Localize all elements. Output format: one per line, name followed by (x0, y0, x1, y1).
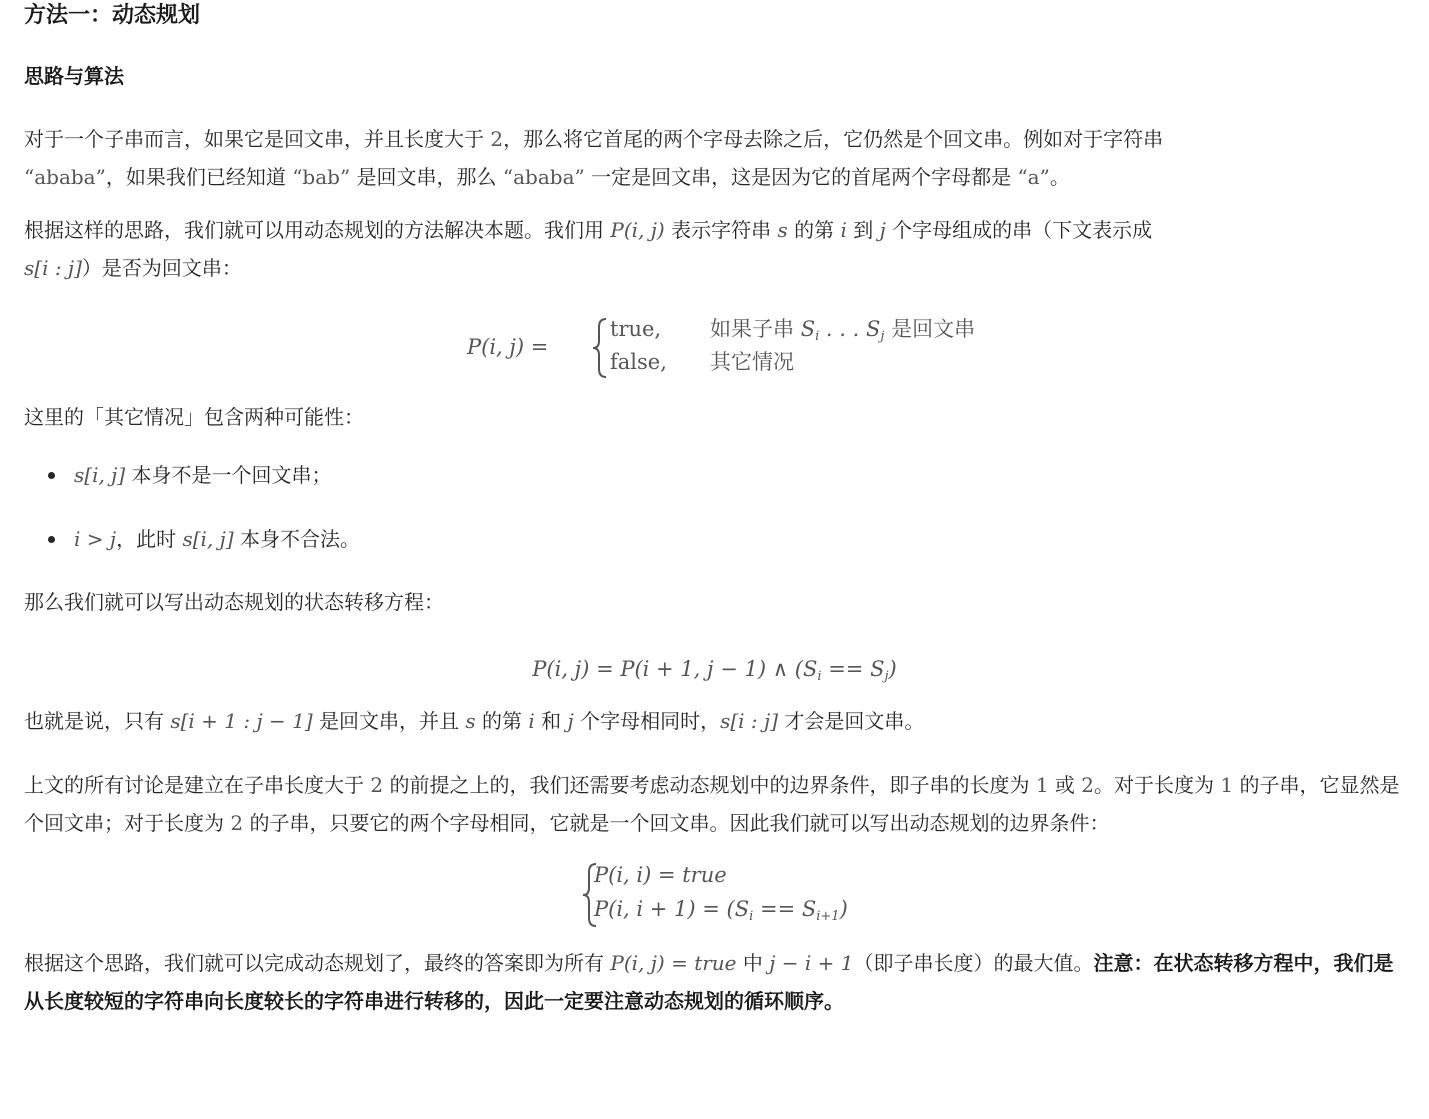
formula-transition: P(i, j) = P(i + 1, j − 1) ∧ $(S_i == S_j)$ (532, 657, 897, 684)
note-bold: 注意：在状态转移方程中，我们是从长度较短的字符串向长度较长的字符串进行转移的，因此一定要注意动态规划的循环顺序。 (24, 951, 1394, 1013)
paragraph-boundary: 上文的所有讨论是建立在子串长度大于 2 的前提之上的，我们还需要考虑动态规划中的边界条件，即子串的长度为 1 或 2。对于长度为 1 的子串，它显然是个回文串；对于长度为 2 的子串，只要它的两个字母相同，它就是一个回文串。因此我们就可以写出动态规划的边界条件： (24, 773, 1400, 835)
page-title: 方法一：动态规划 (24, 3, 201, 28)
section-heading: 思路与算法 (24, 64, 124, 88)
formula-lhs: P(i, j) = (467, 335, 549, 359)
left-brace-icon (589, 317, 609, 379)
case-true-value: true, (610, 317, 662, 341)
case-false-value: false, (610, 350, 667, 374)
list-item: i > j，此时 s[i, j] 本身不合法。 (24, 521, 1405, 557)
paragraph-conclusion: 根据这个思路，我们就可以完成动态规划了，最终的答案即为所有 P(i, j) = true 中 j − i + 1（即子串长度）的最大值。注意：在状态转移方程中，我们是从长度较短的字符串向长度较长的字符串进行转移的，因此一定要注意动态规划的循环顺序。 (24, 951, 1394, 1013)
paragraph-explanation: 也就是说，只有 s[i + 1 : j − 1] 是回文串，并且 s 的第 i 和 j 个字母相同时，s[i : j] 才会是回文串。 (24, 709, 925, 733)
bullet-icon (48, 472, 55, 479)
formula-boundary (24, 858, 1405, 930)
bullet-list (24, 457, 1405, 557)
formula-definition (24, 315, 1405, 379)
paragraph-other-cases: 这里的「其它情况」包含两种可能性： (24, 405, 364, 429)
boundary-row-2: P(i, $i + 1) = (S_i == S_{i+1})$ (594, 897, 848, 924)
paragraph-intro: 对于一个子串而言，如果它是回文串，并且长度大于 2，那么将它首尾的两个字母去除之后，它仍然是个回文串。例如对于字符串 “ababa”，如果我们已经知道 “bab” 是回文串，那么 “ababa” 一定是回文串，这是因为它的首尾两个字母都是 “a”。 (24, 127, 1164, 189)
case-true-condition: 如果子串 $S_i$ . . . $S_j$ 是回文串 (710, 317, 976, 344)
list-item: s[i, j] 本身不是一个回文串； (24, 457, 1405, 493)
bullet-icon (48, 536, 55, 543)
case-false-condition: 其它情况 (710, 350, 794, 374)
paragraph-definition: 根据这样的思路，我们就可以用动态规划的方法解决本题。我们用 P(i, j) 表示字符串 s 的第 i 到 j 个字母组成的串（下文表示成 s[i : j]）是否为回文串： (24, 218, 1153, 280)
boundary-row-1: P(i, i) = true (594, 863, 727, 887)
paragraph-transition-intro: 那么我们就可以写出动态规划的状态转移方程： (24, 590, 444, 614)
